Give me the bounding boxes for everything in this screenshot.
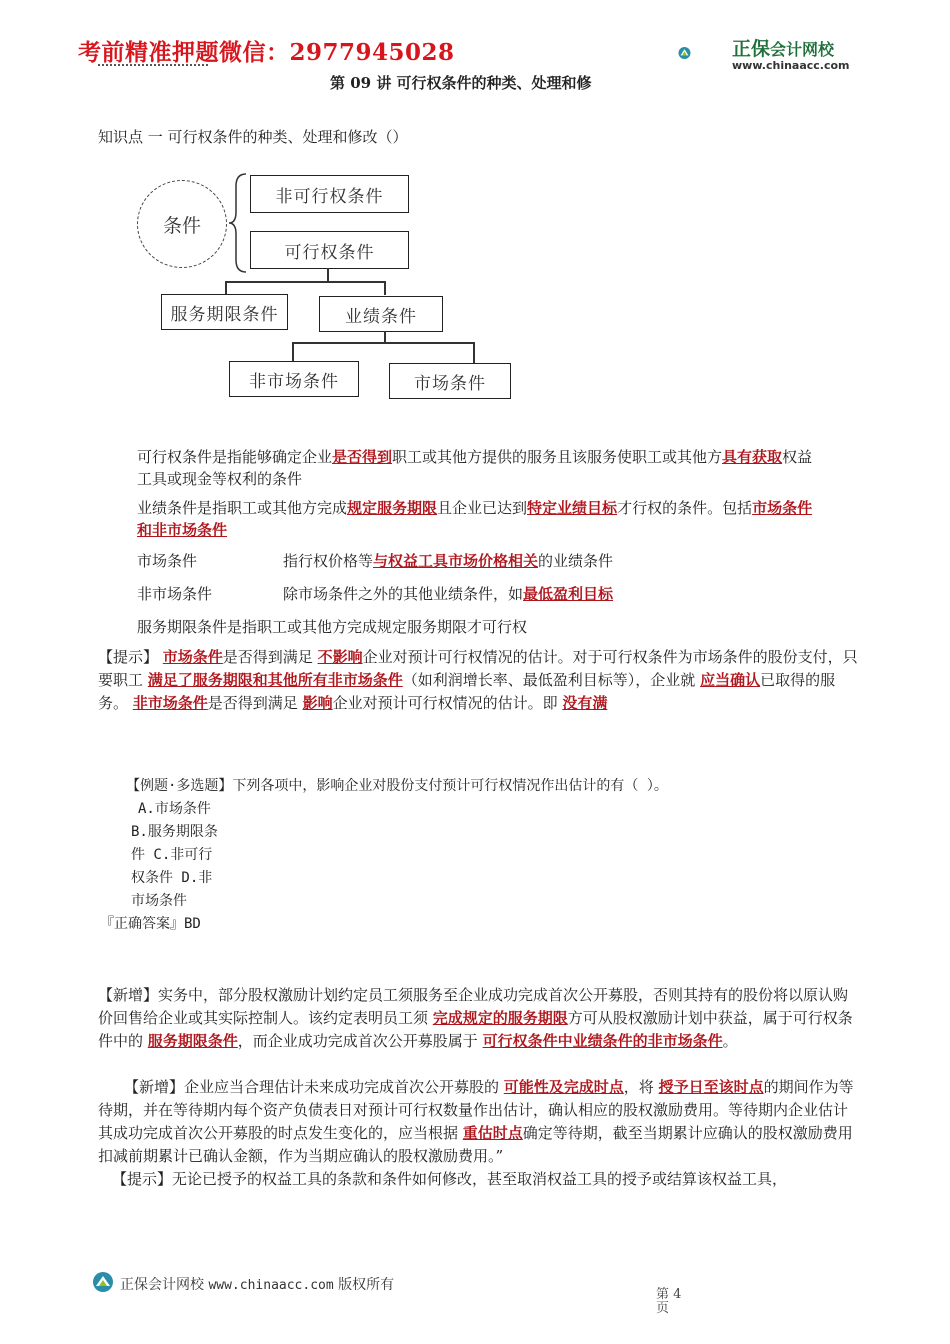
connector-line [292, 342, 294, 362]
connector-line [292, 342, 474, 344]
box-vesting-condition [250, 231, 409, 269]
connector-line [225, 281, 385, 283]
highlight-text: 与权益工具市场价格相关 [373, 552, 539, 570]
conditions-circle-label: 条件 [162, 214, 201, 237]
text-run: ，将 [623, 1078, 659, 1096]
highlight-text: 应当确认 [700, 671, 761, 689]
text-run: 权益工具或现金等权利的条件 [137, 448, 813, 488]
knowledge-heading-text: 知识点 一 可行权条件的种类、处理和修改（） [98, 128, 408, 146]
chinaacc-logo [678, 28, 730, 78]
text-run: 企业对预计可行权情况的估计。即 [332, 694, 563, 712]
highlight-text: 服务期限条件 [147, 1032, 238, 1050]
page-number: 第 4 页 [656, 1287, 682, 1316]
connector-line [327, 268, 329, 282]
logo-name-sub: 会计网校 [770, 40, 835, 59]
table-row-nonmarket-desc [283, 583, 803, 603]
knowledge-heading-cut [98, 128, 408, 148]
text-run: 业绩条件是指职工或其他方完成 [137, 499, 348, 517]
footer-brand: 正保会计网校 [120, 1277, 204, 1293]
box-performance-label: 业绩条件 [345, 306, 417, 327]
highlight-text: 特定业绩目标 [527, 499, 618, 517]
highlight-text: 非市场条件 [132, 694, 208, 712]
text-run: 才行权的条件。包括 [617, 499, 753, 517]
text-run: 【提示】 [98, 648, 163, 666]
text-run: 企业对预计可行权情况的估计。对于可行权条件为市场条件的股份支付，只要职工 [98, 648, 858, 689]
box-nonmarket-condition [229, 361, 359, 397]
highlight-text: 重估时点 [462, 1124, 523, 1142]
text-run: 服务期限条件是指职工或其他方完成规定服务期限才可行权 [137, 618, 528, 636]
footer-logo-icon [92, 1271, 114, 1293]
highlight-text: 可行权条件中业绩条件的非市场条件 [482, 1032, 723, 1050]
example-line: 件 C.非可行 [131, 847, 213, 863]
logo-url: www.chinaacc.com [732, 59, 850, 72]
text-run: ，而企业成功完成首次公开募股属于 [237, 1032, 483, 1050]
highlight-text: 规定服务期限 [347, 499, 438, 517]
highlight-text: 市场条件 [162, 648, 223, 666]
box-vesting-label: 可行权条件 [284, 242, 375, 263]
box-nonmarket-label: 非市场条件 [249, 371, 339, 392]
box-market-condition [389, 363, 511, 399]
lecture-title-text: 第 09 讲 可行权条件的种类、处理和修 [330, 74, 592, 92]
example-question: 【例题·多选题】下列各项中，影响企业对股份支付预计可行权情况作出估计的有（ ）。 [126, 778, 668, 794]
header-partial-line [98, 62, 208, 68]
performance-definition-paragraph [137, 497, 817, 539]
table-cell-label: 非市场条件 [137, 585, 213, 603]
text-run: 已取得的服务。 [98, 671, 836, 712]
highlight-text: 没有满 [562, 694, 608, 712]
box-market-label: 市场条件 [414, 373, 486, 394]
highlight-text: 具有获取 [722, 448, 783, 466]
text-run: 是否得到满足 [207, 694, 303, 712]
tip-market-condition [98, 646, 858, 730]
text-run: 的期间作为等待期，并在等待期内每个资产负债表日对预计可行权数量作出估计，确认相应的股权激励费用。等待期内企业估计其成功完成首次公开募股的时点发生变化的，应当根据 [98, 1078, 854, 1142]
box-nonvesting-label: 非可行权条件 [275, 186, 384, 207]
text-run: 方可从股权激励计划中获益，属于可行权条件中的 [98, 1009, 853, 1050]
connector-line [473, 342, 475, 364]
highlight-text: 满足了服务期限和其他所有非市场条件 [147, 671, 403, 689]
table-row-nonmarket-label [137, 583, 287, 603]
example-line: 权条件 D.非 [131, 870, 213, 886]
vesting-definition-paragraph [137, 446, 817, 488]
promo-banner: 考前精准押题微信：2977945028 [78, 39, 455, 66]
box-service-label: 服务期限条件 [170, 304, 279, 325]
text-run: 【新增】实务中，部分股权激励计划约定员工须服务至企业成功完成首次公开募股，否则其持有的股份将以原认购价回售给企业或其实际控制人。该约定表明员工须 [98, 986, 849, 1027]
text-run: 可行权条件是指能够确定企业 [137, 448, 333, 466]
footer-rights: 版权所有 [338, 1277, 395, 1293]
text-run: （如利润增长率、最低盈利目标等），企业就 [402, 671, 701, 689]
table-row-service [137, 616, 817, 636]
highlight-text: 市场条件和非市场条件 [137, 499, 813, 539]
example-line: A.市场条件 [138, 801, 211, 817]
conditions-circle [137, 180, 227, 268]
text-run: 且企业已达到 [437, 499, 528, 517]
table-row-market-label [137, 550, 287, 570]
highlight-text: 不影响 [317, 648, 363, 666]
table-cell-label: 市场条件 [137, 552, 198, 570]
table-row-market-desc [283, 550, 803, 570]
conditions-brace [228, 172, 250, 274]
highlight-text: 授予日至该时点 [658, 1078, 764, 1096]
new-addition-paragraph-2 [98, 1076, 858, 1168]
highlight-text: 最低盈利目标 [523, 585, 614, 603]
highlight-text: 是否得到 [332, 448, 393, 466]
text-run: 是否得到满足 [222, 648, 318, 666]
connector-line [225, 281, 227, 295]
text-run: 。 [722, 1032, 738, 1050]
highlight-text: 可能性及完成时点 [503, 1078, 624, 1096]
footer-copyright [120, 1274, 394, 1294]
example-line: B.服务期限条 [131, 824, 218, 840]
text-run: 职工或其他方提供的服务且该服务使职工或其他方 [392, 448, 723, 466]
text-run: 的业绩条件 [538, 552, 614, 570]
new-addition-paragraph-1 [98, 984, 858, 1053]
example-answer: 『正确答案』BD [100, 916, 201, 932]
highlight-text: 完成规定的服务期限 [432, 1009, 568, 1027]
text-run: 【新增】企业应当合理估计未来成功完成首次公开募股的 [124, 1078, 504, 1096]
lecture-title-cut [330, 74, 592, 94]
logo-name-main: 正保 [732, 38, 771, 60]
text-run: 指行权价格等 [283, 552, 374, 570]
box-nonvesting-condition [250, 175, 409, 213]
tip-modification: 【提示】无论已授予的权益工具的条款和条件如何修改，甚至取消权益工具的授予或结算该权益工具， [112, 1170, 788, 1188]
text-run: 确定等待期，截至当期累计应确认的股权激励费用扣减前期累计已确认金额，作为当期应确认的股权激励费用。” [98, 1124, 853, 1165]
logo-name [732, 34, 834, 61]
example-line: 市场条件 [131, 893, 187, 909]
text-run: 除市场条件之外的其他业绩条件，如 [283, 585, 524, 603]
connector-line [384, 281, 386, 295]
highlight-text: 影响 [302, 694, 333, 712]
footer-url[interactable]: www.chinaacc.com [208, 1278, 334, 1293]
box-performance-condition [319, 296, 443, 332]
box-service-condition [161, 294, 288, 330]
